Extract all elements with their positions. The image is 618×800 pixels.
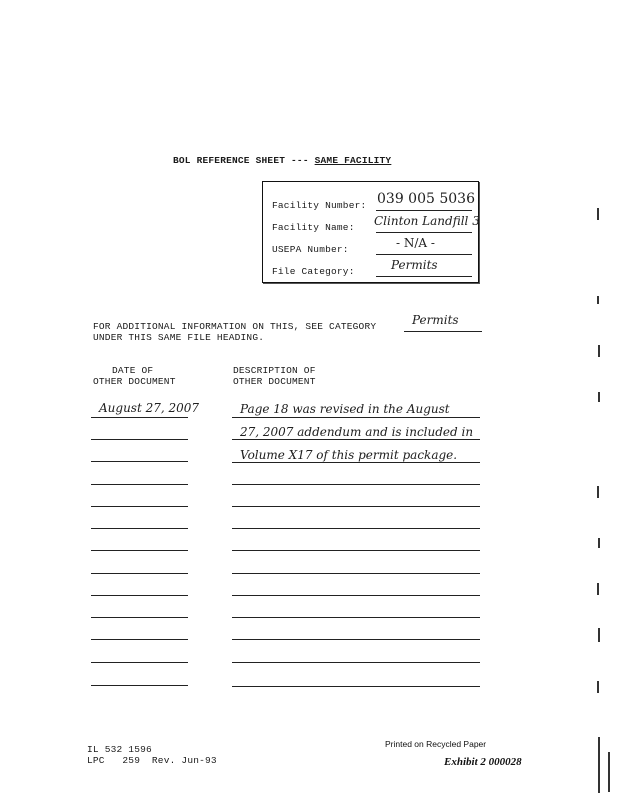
usepa-number-line: [376, 254, 472, 255]
description-rule: [232, 484, 480, 485]
additional-info-line1: FOR ADDITIONAL INFORMATION ON THIS, SEE CATEGORY: [93, 321, 377, 332]
sheet-title-prefix: BOL REFERENCE SHEET ---: [173, 155, 315, 166]
sheet-title: [173, 155, 391, 166]
date-rule: [91, 528, 188, 529]
facility-name-label: Facility Name:: [272, 222, 355, 233]
additional-info-category-line: [404, 331, 482, 332]
description-column-header-line2: OTHER DOCUMENT: [233, 376, 316, 387]
description-rule: [232, 528, 480, 529]
date-rule: [91, 417, 188, 418]
additional-info-category: Permits: [412, 313, 459, 327]
entry-description-line3: Volume X17 of this permit package.: [240, 448, 458, 462]
form-revision: LPC 259 Rev. Jun-93: [87, 755, 217, 766]
description-rule: [232, 617, 480, 618]
scan-edge-mark: [598, 392, 600, 402]
scan-edge-mark: [597, 486, 599, 498]
facility-number-label: Facility Number:: [272, 200, 367, 211]
date-rule: [91, 484, 188, 485]
file-category-line: [376, 276, 472, 277]
scan-edge-mark: [597, 296, 599, 304]
scan-edge-mark: [598, 628, 600, 642]
date-rule: [91, 573, 188, 574]
file-category-value: Permits: [391, 258, 438, 272]
entry-date: August 27, 2007: [99, 401, 200, 415]
description-rule: [232, 573, 480, 574]
description-rule: [232, 639, 480, 640]
date-rule: [91, 595, 188, 596]
facility-number-line: [376, 210, 472, 211]
description-rule: [232, 550, 480, 551]
description-rule: [232, 462, 480, 463]
entry-description-line2: 27, 2007 addendum and is included in: [240, 425, 474, 439]
date-rule: [91, 439, 188, 440]
scan-edge-mark: [608, 752, 610, 792]
facility-name-value: Clinton Landfill 3: [374, 214, 480, 228]
usepa-number-label: USEPA Number:: [272, 244, 349, 255]
date-rule: [91, 617, 188, 618]
form-id: IL 532 1596: [87, 744, 152, 755]
description-rule: [232, 662, 480, 663]
description-rule: [232, 506, 480, 507]
description-rule: [232, 439, 480, 440]
recycled-paper-note: Printed on Recycled Paper: [385, 739, 487, 749]
scan-edge-mark: [597, 583, 599, 595]
exhibit-stamp: Exhibit 2 000028: [444, 756, 522, 768]
facility-name-line: [376, 232, 472, 233]
scan-edge-mark: [598, 345, 600, 357]
scan-edge-mark: [598, 538, 600, 548]
description-column-header-line1: DESCRIPTION OF: [233, 365, 316, 376]
date-rule: [91, 550, 188, 551]
entry-description-line1: Page 18 was revised in the August: [240, 402, 450, 416]
date-rule: [91, 662, 188, 663]
additional-info-line2: UNDER THIS SAME FILE HEADING.: [93, 332, 265, 343]
date-column-header-line1: DATE OF: [112, 365, 154, 376]
usepa-number-value: - N/A -: [396, 236, 435, 250]
date-rule: [91, 461, 188, 462]
scan-edge-mark: [597, 208, 599, 220]
facility-number-value: 039 005 5036: [377, 191, 475, 207]
scan-edge-mark: [598, 737, 600, 793]
date-rule: [91, 685, 188, 686]
sheet-title-underlined: SAME FACILITY: [314, 155, 392, 166]
description-rule: [232, 417, 480, 418]
scan-edge-mark: [597, 681, 599, 693]
file-category-label: File Category:: [272, 266, 355, 277]
date-rule: [91, 506, 188, 507]
date-column-header-line2: OTHER DOCUMENT: [93, 376, 176, 387]
description-rule: [232, 595, 480, 596]
date-rule: [91, 639, 188, 640]
description-rule: [232, 686, 480, 687]
